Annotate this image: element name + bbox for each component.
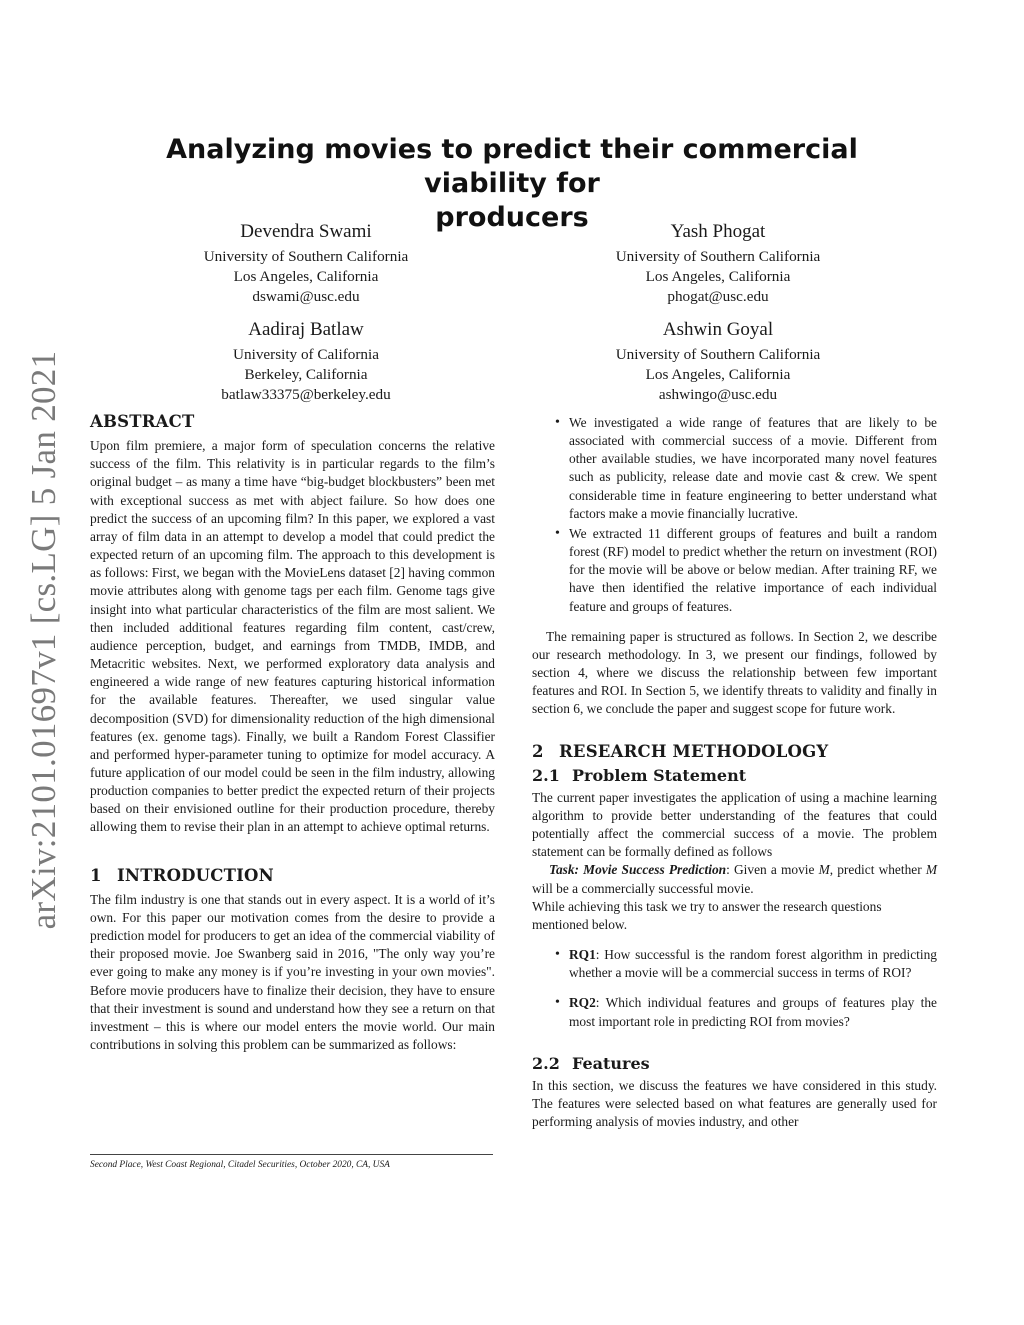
section-number: 1 [90,865,102,885]
author-affiliation: University of Southern California [615,346,821,363]
subsection-title: Problem Statement [572,765,747,785]
author-email[interactable]: batlaw33375@berkeley.edu [221,386,391,403]
footnote: Second Place, West Coast Regional, Citadel Securities, October 2020, CA, USA [90,1160,390,1170]
structure-text: The remaining paper is structured as follows. In Section 2, we describe our research methodology. In 3, we present our findings, followed by section 4, where we discuss the relationship between few important features and ROI. In Section 5, we identify threats to validity and finally in section 6, we conclude the paper and suggest scope for future work. [532,628,937,717]
features-text: In this section, we discuss the features we have considered in this study. The features were selected based on what features are generally used for performing analysis of movies industry, and other [532,1077,937,1130]
section-number: 2 [532,741,544,761]
author-block [136,220,476,307]
author-location: Los Angeles, California [645,268,791,285]
author-location: Los Angeles, California [233,268,379,285]
rq-text: : Which individual features and groups of features play the most important role in predicting ROI from movies? [569,995,937,1029]
task-definition [532,861,937,897]
task-variable: M [818,862,830,878]
rq-intro: While achieving this task we try to answer the research questions mentioned below. [532,898,882,932]
footnote-rule [90,1154,493,1155]
task-text: , predict whether [829,862,926,878]
contributions-list [532,414,937,616]
title-line-1: Analyzing movies to predict their commercial viability for [166,134,858,199]
abstract-heading: ABSTRACT [90,412,195,431]
author-location: Los Angeles, California [645,366,791,383]
methodology-heading [532,743,937,761]
left-column [90,413,495,1054]
rq-text: : How successful is the random forest algorithm in predicting whether a movie will be a commercial success in terms of ROI? [569,947,937,981]
intro-heading [90,867,495,885]
problem-text: The current paper investigates the application of using a machine learning algorithm to provide better understanding of the features that could potentially affect the commercial success of a movie. The problem statement can be formally defined as follows [532,789,937,860]
section-title: RESEARCH METHODOLOGY [559,741,829,761]
subsection-title: Features [572,1053,650,1073]
author-email[interactable]: phogat@usc.edu [667,288,769,305]
title-line-2: producers [435,202,589,233]
author-name: Ashwin Goyal [662,319,774,340]
task-text: : Given a movie [726,862,819,878]
author-block [136,318,476,405]
rq-label: RQ2 [569,995,596,1011]
author-block [548,220,888,307]
arxiv-id: arXiv:2101.01697v1 [cs.LG] 5 Jan 2021 [24,350,63,930]
author-name: Aadiraj Batlaw [248,319,364,340]
right-column [532,414,937,1131]
author-block [548,318,888,405]
author-affiliation: University of Southern California [615,248,821,265]
task-variable: M [925,862,937,878]
task-text: will be a commercially successful movie. [532,880,754,896]
author-affiliation: University of Southern California [203,248,409,265]
intro-text: The film industry is one that stands out in every aspect. It is a world of it’s own. For this paper our motivation comes from the desire to provide a prediction model for producers to get an idea of the commercial viability of their proposed movie. Joe Swanberg said in 2016, "The only way you’re ever going to make any money is if you’re investing in your own movies". Before movie producers have to finalize their decision, they have to ensure that their investment is sound and understand how they see a return on that investment – this is where our model enters the movie world. Our main contributions in solving this problem can be summarized as follows: [90,891,495,1052]
task-label: Task: Movie Success Prediction [549,862,727,878]
author-email[interactable]: dswami@usc.edu [252,288,360,305]
subsection-number: 2.1 [532,765,560,785]
list-item: • We extracted 11 different groups of features and built a random forest (RF) model to predict whether the return on investment (ROI) for the movie will be above or below median. After training RF, we have then identified the relative importance of each individual feature and groups of features. [532,525,937,616]
author-affiliation: University of California [233,346,379,363]
author-name: Devendra Swami [240,221,372,242]
research-questions [532,946,937,1031]
rq-label: RQ1 [569,947,596,963]
list-item [532,946,937,982]
author-email[interactable]: ashwingo@usc.edu [658,386,778,403]
list-item [532,994,937,1030]
author-location: Berkeley, California [244,366,368,383]
features-heading [532,1055,937,1073]
list-item: • We investigated a wide range of features that are likely to be associated with commercial success of a movie. Different from other available studies, we have incorporated many novel features such as publicity, release date and movie cast & crew. We spent considerable time in feature engineering to better understand what factors make a movie financially lucrative. [532,414,937,523]
author-name: Yash Phogat [670,221,766,242]
problem-heading [532,767,937,785]
subsection-number: 2.2 [532,1053,560,1073]
section-title: INTRODUCTION [117,865,274,885]
abstract-text: Upon film premiere, a major form of speculation concerns the relative success of the film. This relativity is in particular regards to the film’s original budget – as many a time have “big-budget blockbusters” been met with exceptional success as met with abject failure. So how does one predict the success of an upcoming film? In this paper, we explored a vast array of film data in an attempt to develop a model that could predict the expected return of an upcoming film. The approach to this development is as follows: First, we began with the MovieLens dataset [2] having common movie attributes along with genome tags per each film. Genome tags give insight into what particular characteristics of the film are most salient. We then included additional features regarding film content, cast/crew, audience perception, budget, and earnings from TMDB, IMDB, and Metacritic websites. Next, we performed exploratory data analysis and engineered a wide range of new features capturing historical information for the available features. Thereafter, we used singular value decomposition (SVD) for dimensionality reduction of the high dimensional features (ex. genome tags). Finally, we built a Random Forest Classifier and performed hyper-parameter tuning to optimize for model accuracy. A future application of our model could be seen in the film industry, allowing production companies to better predict the expected return of their projects based on their envisioned outline for their production procedure, thereby allowing them to revise their plan in an attempt to achieve optimal returns. [90,438,495,835]
